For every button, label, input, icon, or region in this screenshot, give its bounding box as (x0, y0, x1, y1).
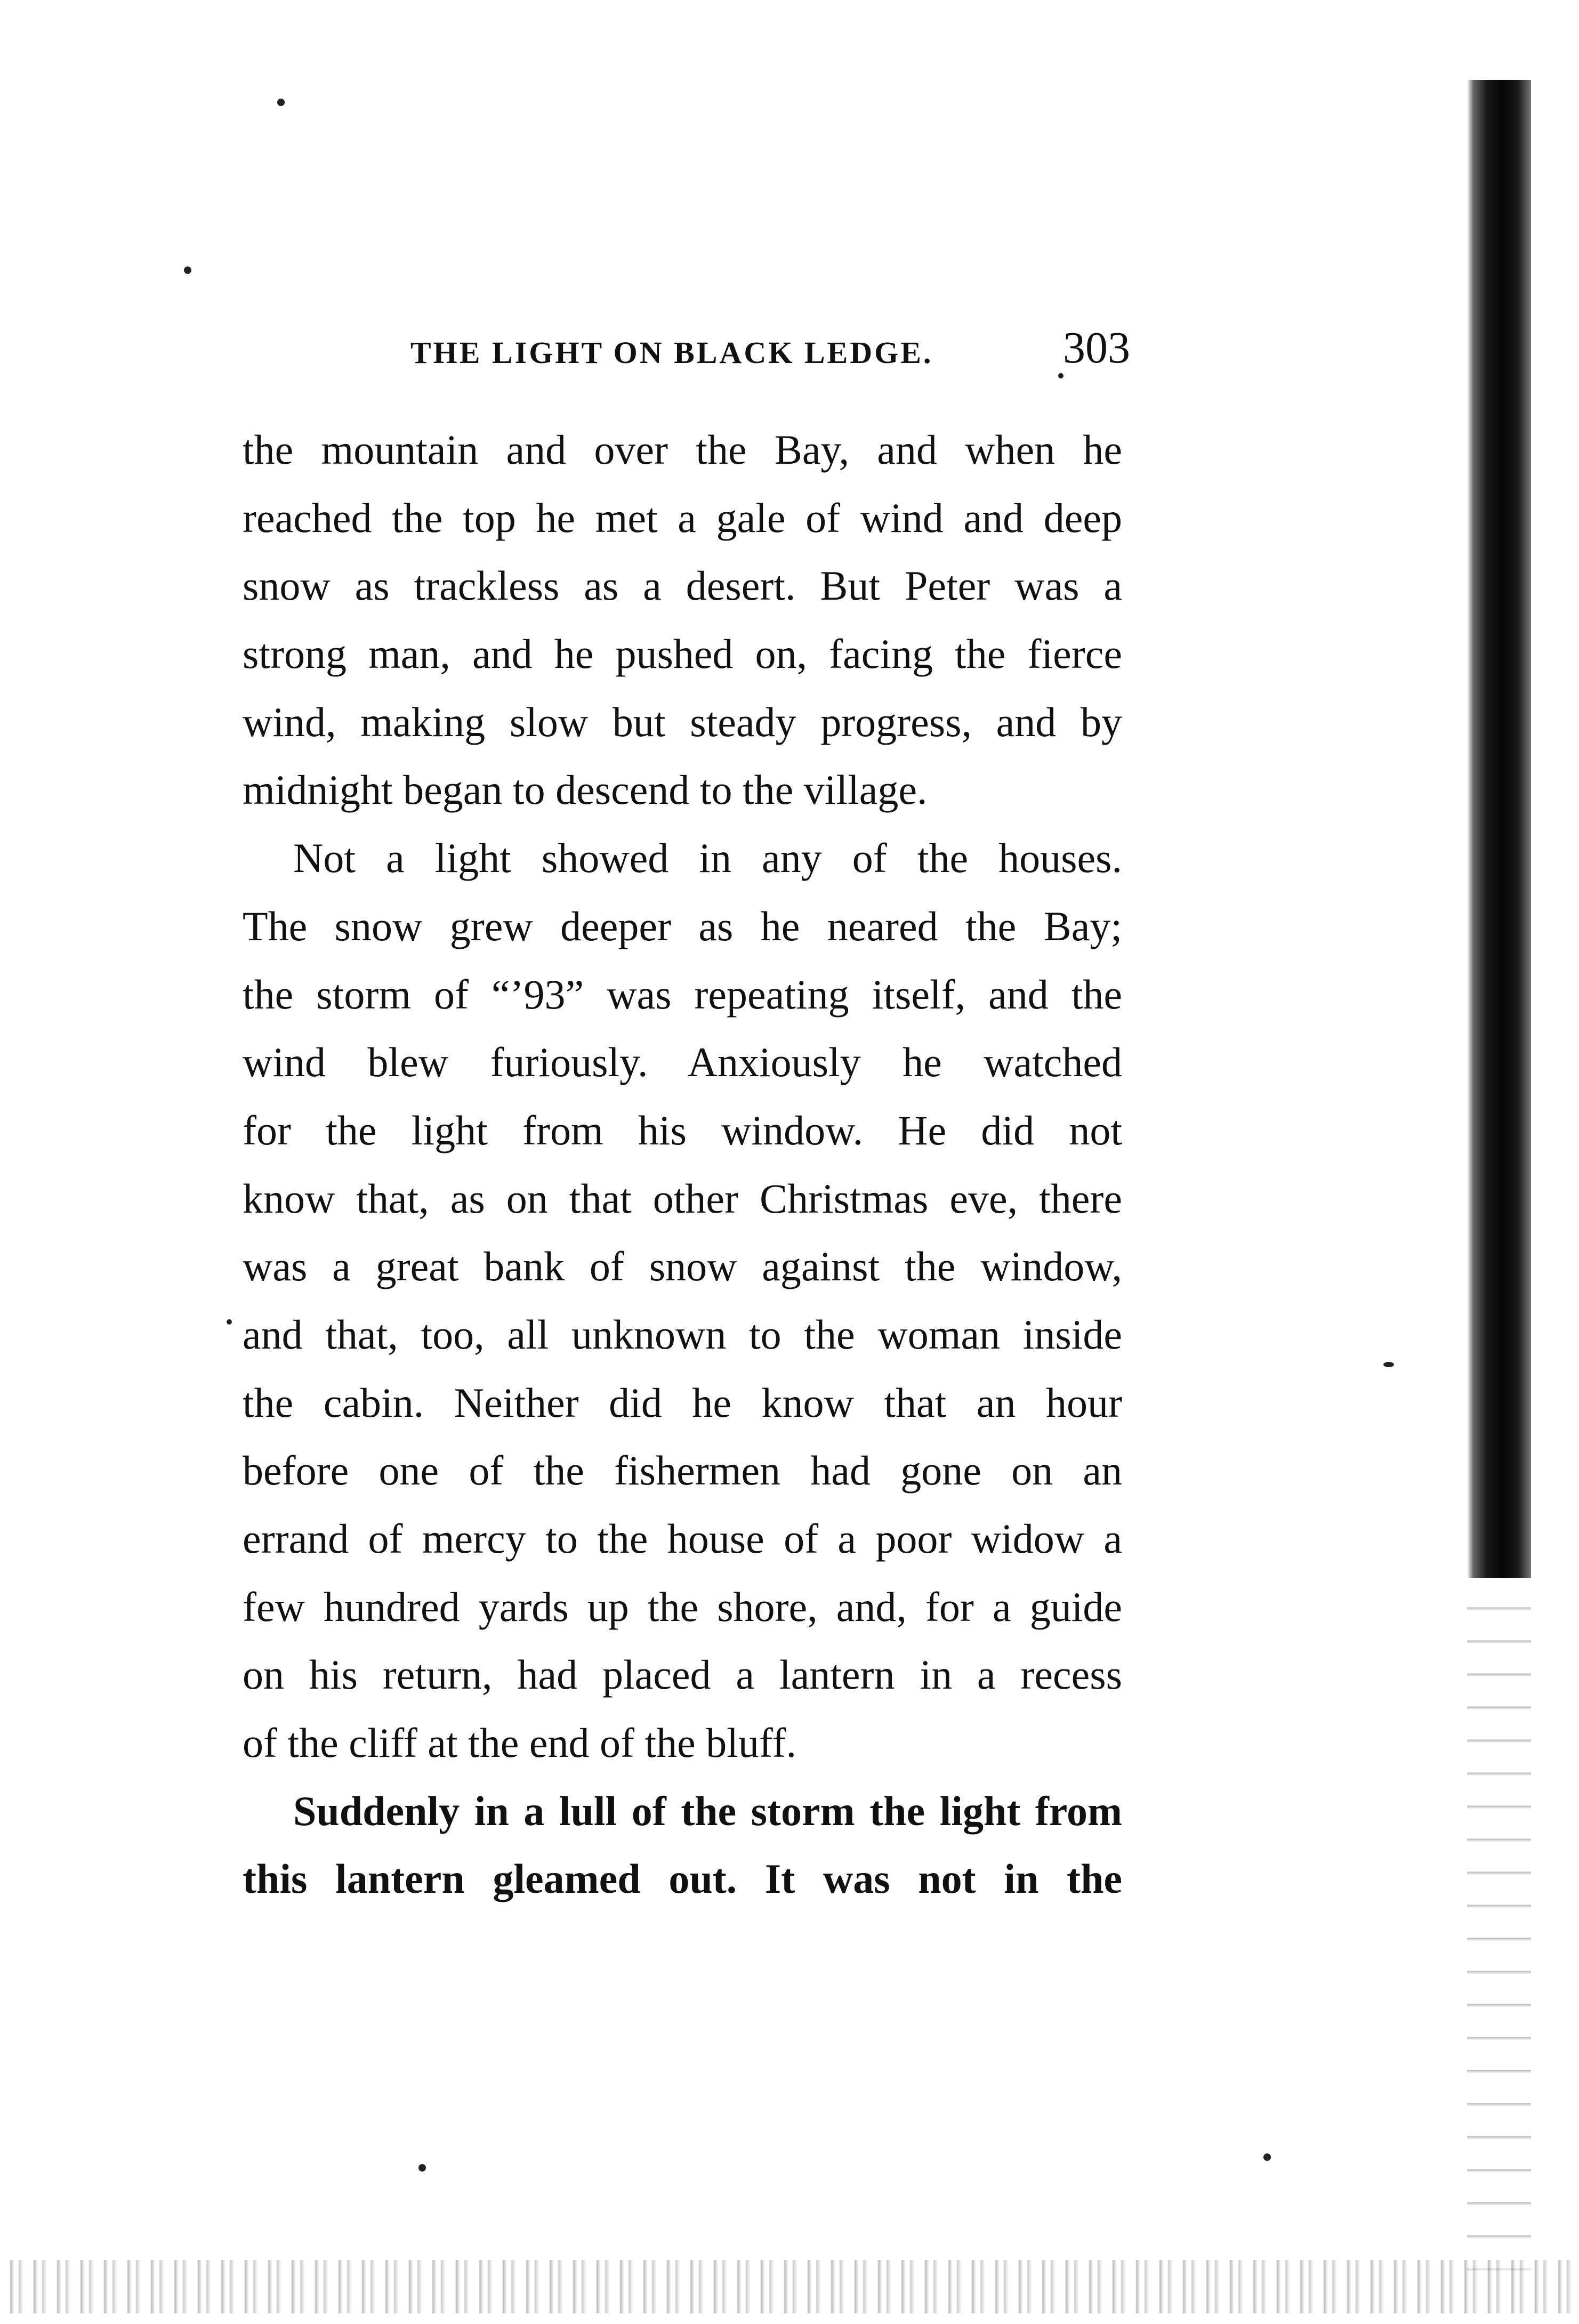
text-line: of the cliff at the end of the bluff. (243, 1720, 796, 1766)
scan-speck (227, 1319, 232, 1325)
text-line: and that, too, all unknown to the woman inside (243, 1311, 1122, 1358)
scan-speck (1058, 373, 1064, 378)
text-line: errand of mercy to the house of a poor widow a (243, 1515, 1122, 1562)
text-line: wind, making slow but steady progress, and by (243, 698, 1122, 745)
scan-speck (418, 2164, 426, 2172)
scan-speck (1383, 1362, 1394, 1367)
page-number: 303 (1063, 323, 1130, 373)
text-line: snow as trackless as a desert. But Peter was a (243, 562, 1122, 609)
text-line: few hundred yards up the shore, and, for a guide (243, 1583, 1122, 1630)
text-line: strong man, and he pushed on, facing the fierce (243, 631, 1122, 677)
page-edge-shadow (1467, 80, 1531, 1578)
bottom-scan-noise (0, 2260, 1579, 2313)
text-line: was a great bank of snow against the window, (243, 1243, 1122, 1290)
text-line: know that, as on that other Christmas eve, there (243, 1175, 1122, 1222)
scan-speck (1263, 2153, 1271, 2161)
text-line: wind blew furiously. Anxiously he watched (243, 1039, 1122, 1086)
text-line: on his return, had placed a lantern in a recess (243, 1651, 1122, 1698)
text-line: Not a light showed in any of the houses. (293, 835, 1122, 882)
running-title: THE LIGHT ON BLACK LEDGE. (410, 335, 933, 370)
text-line: Suddenly in a lull of the storm the light from (293, 1787, 1122, 1834)
text-line: for the light from his window. He did not (243, 1107, 1122, 1153)
scan-speck (184, 267, 191, 274)
text-line: midnight began to descend to the village. (243, 766, 928, 813)
text-line: the cabin. Neither did he know that an hour (243, 1379, 1122, 1426)
body-text (243, 416, 1122, 1913)
text-line: the mountain and over the Bay, and when he (243, 426, 1122, 473)
text-line: the storm of “’93” was repeating itself, and the (243, 971, 1122, 1018)
page-edge-speckles (1467, 1578, 1531, 2271)
running-head (373, 314, 1130, 378)
text-line: reached the top he met a gale of wind and deep (243, 494, 1122, 541)
text-line: this lantern gleamed out. It was not in the (243, 1855, 1122, 1902)
text-line: The snow grew deeper as he neared the Bay; (243, 902, 1122, 949)
scan-speck (277, 99, 285, 106)
text-line: before one of the fishermen had gone on an (243, 1447, 1122, 1494)
